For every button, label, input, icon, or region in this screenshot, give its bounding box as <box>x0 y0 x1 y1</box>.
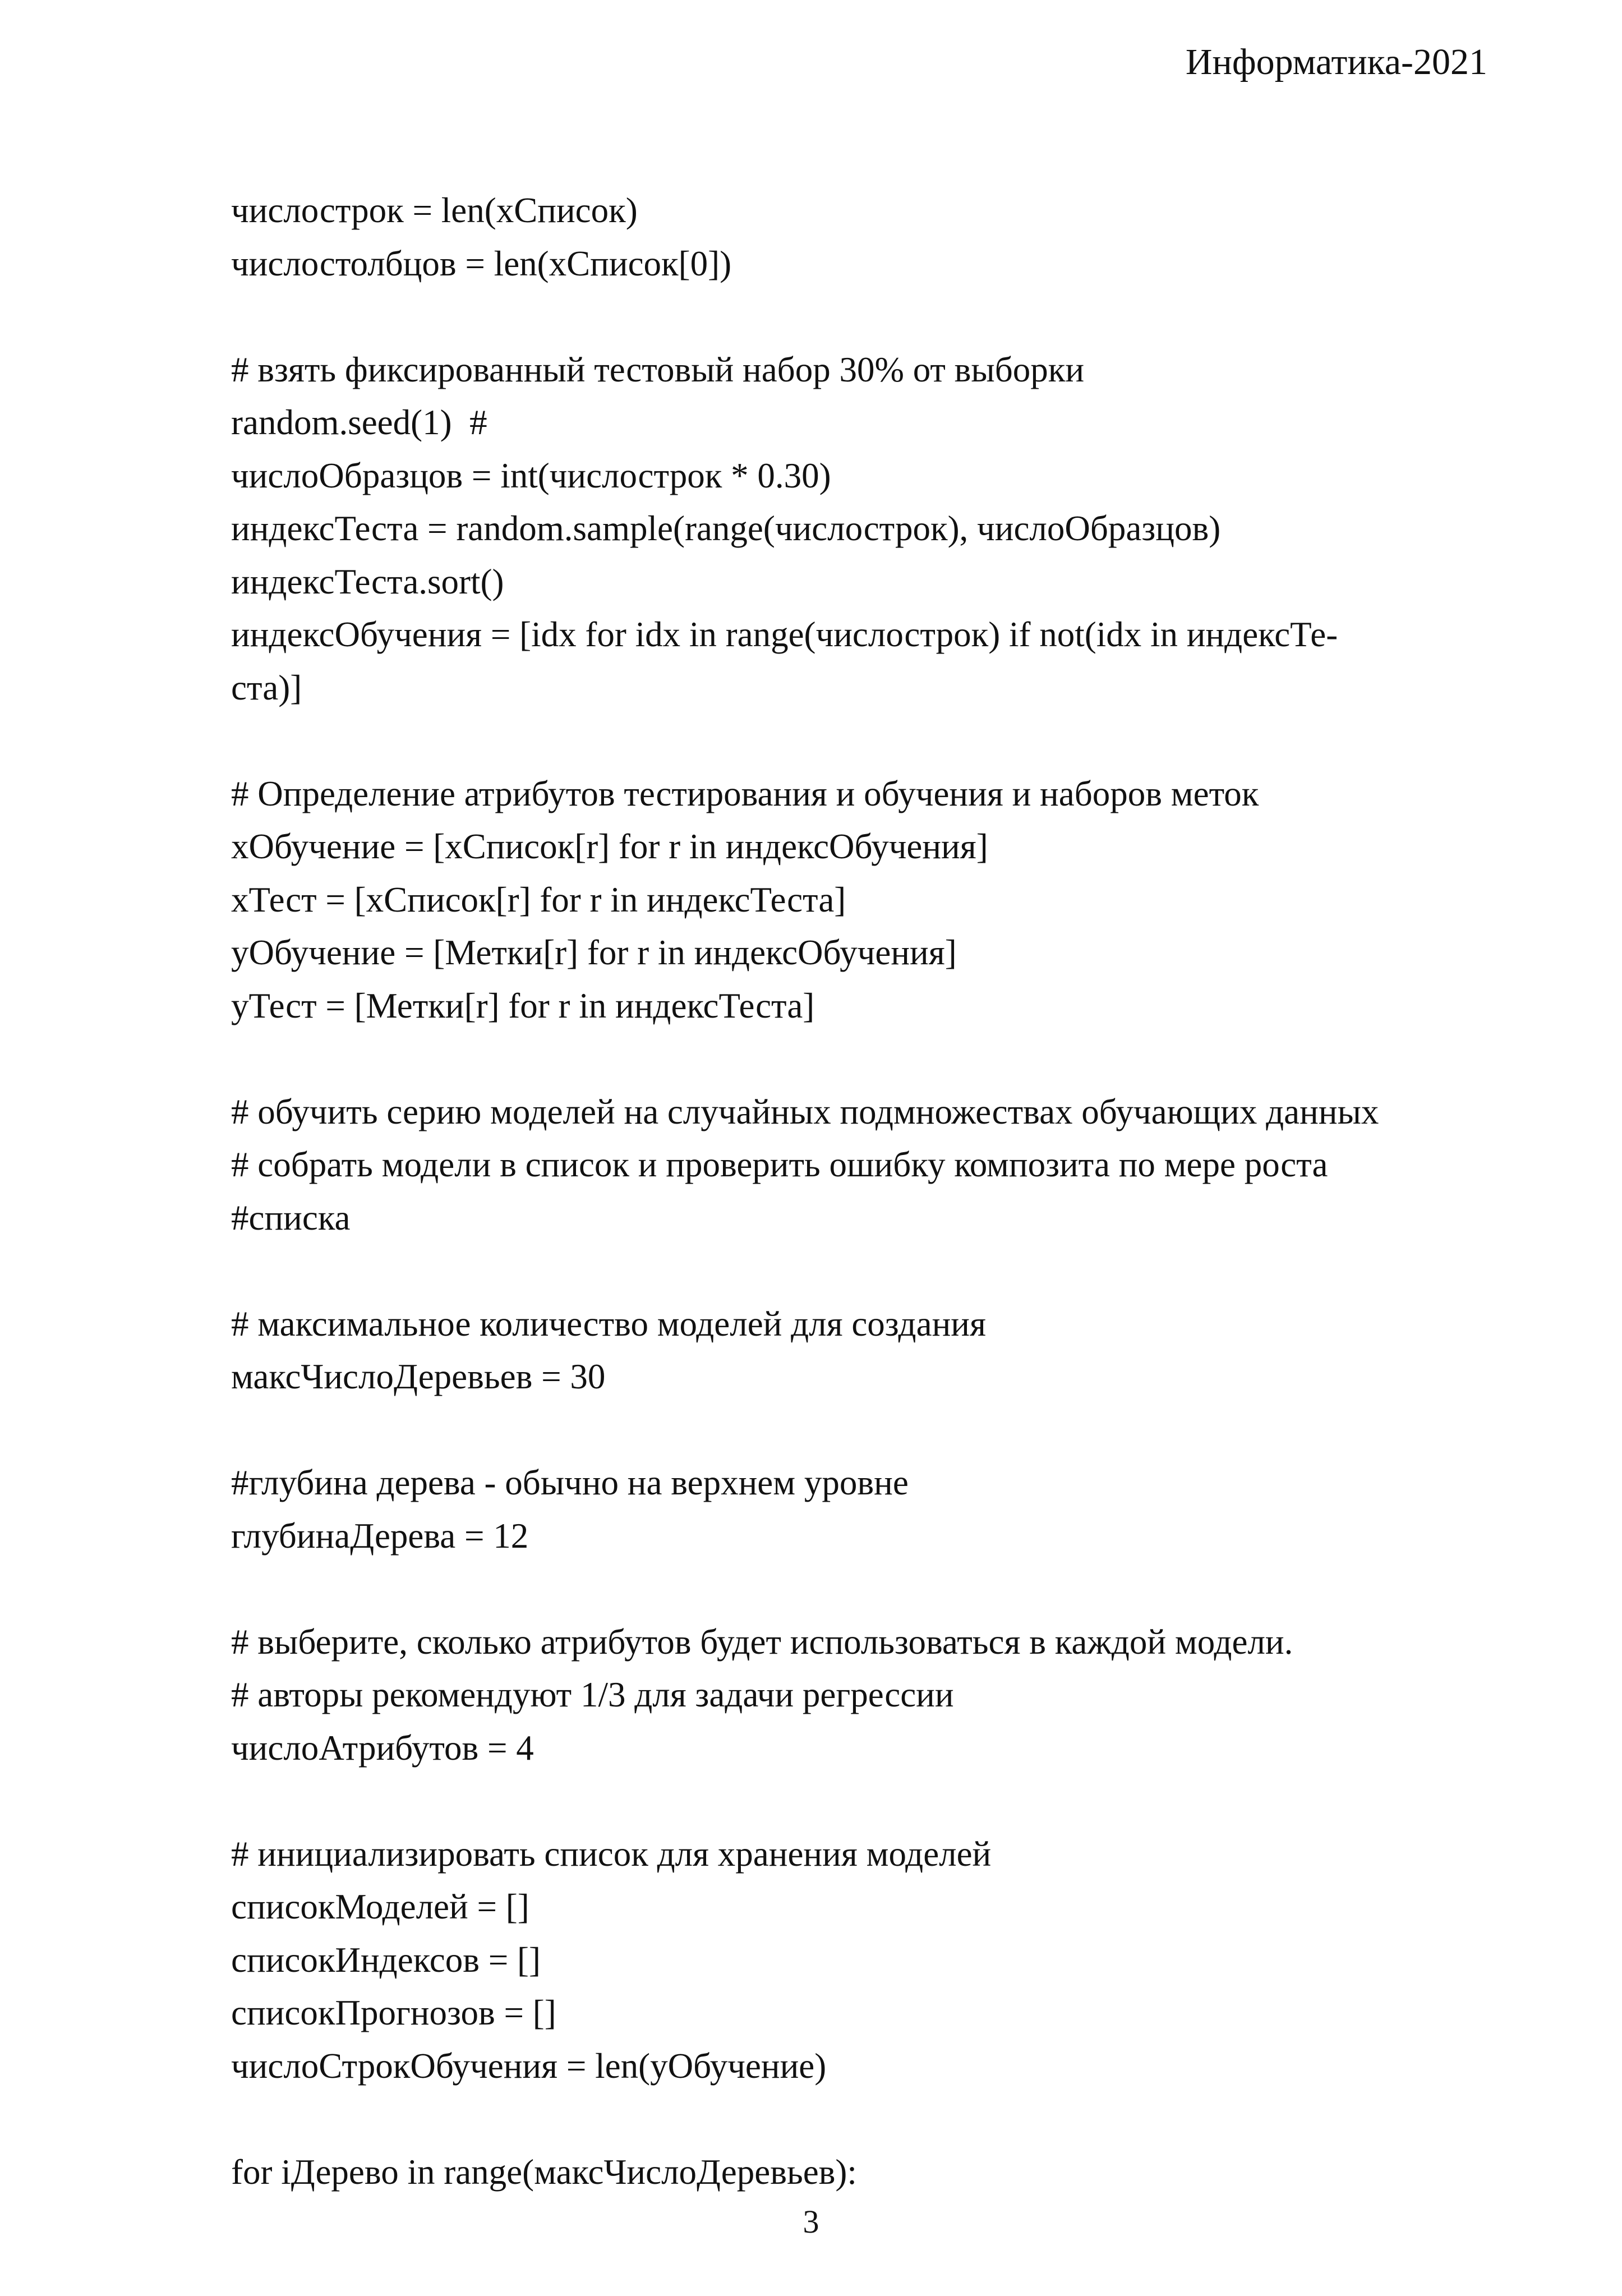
code-line: списокПрогнозов = [] <box>231 1993 556 2032</box>
code-line: yОбучение = [Метки[r] for r in индексОбучения] <box>231 933 957 972</box>
running-header: Информатика-2021 <box>1185 42 1487 82</box>
code-comment: # обучить серию моделей на случайных подмножествах обучающих данных <box>231 1092 1379 1131</box>
code-line: глубинаДерева = 12 <box>231 1516 529 1556</box>
code-line: числоОбразцов = int(числострок * 0.30) <box>231 455 831 495</box>
blank-line <box>231 714 1521 767</box>
blank-line <box>231 290 1521 343</box>
code-comment: # собрать модели в список и проверить ошибку композита по мере роста <box>231 1145 1328 1184</box>
code-line: списокМоделей = [] <box>231 1887 529 1926</box>
blank-line <box>231 1562 1521 1616</box>
code-line: for iДерево in range(максЧислоДеревьев): <box>231 2152 857 2192</box>
code-line: числострок = len(xСписок) <box>231 191 638 230</box>
code-line: random.seed(1) # <box>231 403 487 442</box>
code-line: индексТеста = random.sample(range(числострок), числоОбразцов) <box>231 509 1221 548</box>
code-line: максЧислоДеревьев = 30 <box>231 1357 606 1396</box>
code-line: числостолбцов = len(xСписок[0]) <box>231 243 732 283</box>
blank-line <box>231 1032 1521 1085</box>
code-line: ста)] <box>231 668 302 707</box>
code-comment: # выберите, сколько атрибутов будет использоваться в каждой модели. <box>231 1622 1293 1662</box>
code-comment: # инициализировать список для хранения моделей <box>231 1834 992 1874</box>
blank-line <box>231 1244 1521 1297</box>
code-line: xОбучение = [xСписок[r] for r in индексОбучения] <box>231 827 988 866</box>
code-line: xТест = [xСписок[r] for r in индексТеста] <box>231 880 846 919</box>
code-line: yТест = [Метки[r] for r in индексТеста] <box>231 986 815 1025</box>
blank-line <box>231 1774 1521 1828</box>
code-line: числоАтрибутов = 4 <box>231 1728 534 1768</box>
code-comment: #глубина дерева - обычно на верхнем уровне <box>231 1463 909 1502</box>
page-number: 3 <box>803 2203 819 2240</box>
code-comment: #списка <box>231 1198 351 1237</box>
blank-line <box>231 2092 1521 2146</box>
code-listing <box>231 184 1521 2198</box>
code-comment: # Определение атрибутов тестирования и обучения и наборов меток <box>231 774 1259 813</box>
code-comment: # максимальное количество моделей для создания <box>231 1304 986 1343</box>
code-line: числоСтрокОбучения = len(yОбучение) <box>231 2046 827 2086</box>
code-line: индексОбучения = [idx for idx in range(числострок) if not(idx in индексТе- <box>231 615 1338 654</box>
code-line: индексТеста.sort() <box>231 562 504 601</box>
code-comment: # авторы рекомендуют 1/3 для задачи регрессии <box>231 1675 954 1714</box>
code-line: списокИндексов = [] <box>231 1940 541 1980</box>
blank-line <box>231 1404 1521 1457</box>
code-comment: # взять фиксированный тестовый набор 30% от выборки <box>231 349 1085 389</box>
